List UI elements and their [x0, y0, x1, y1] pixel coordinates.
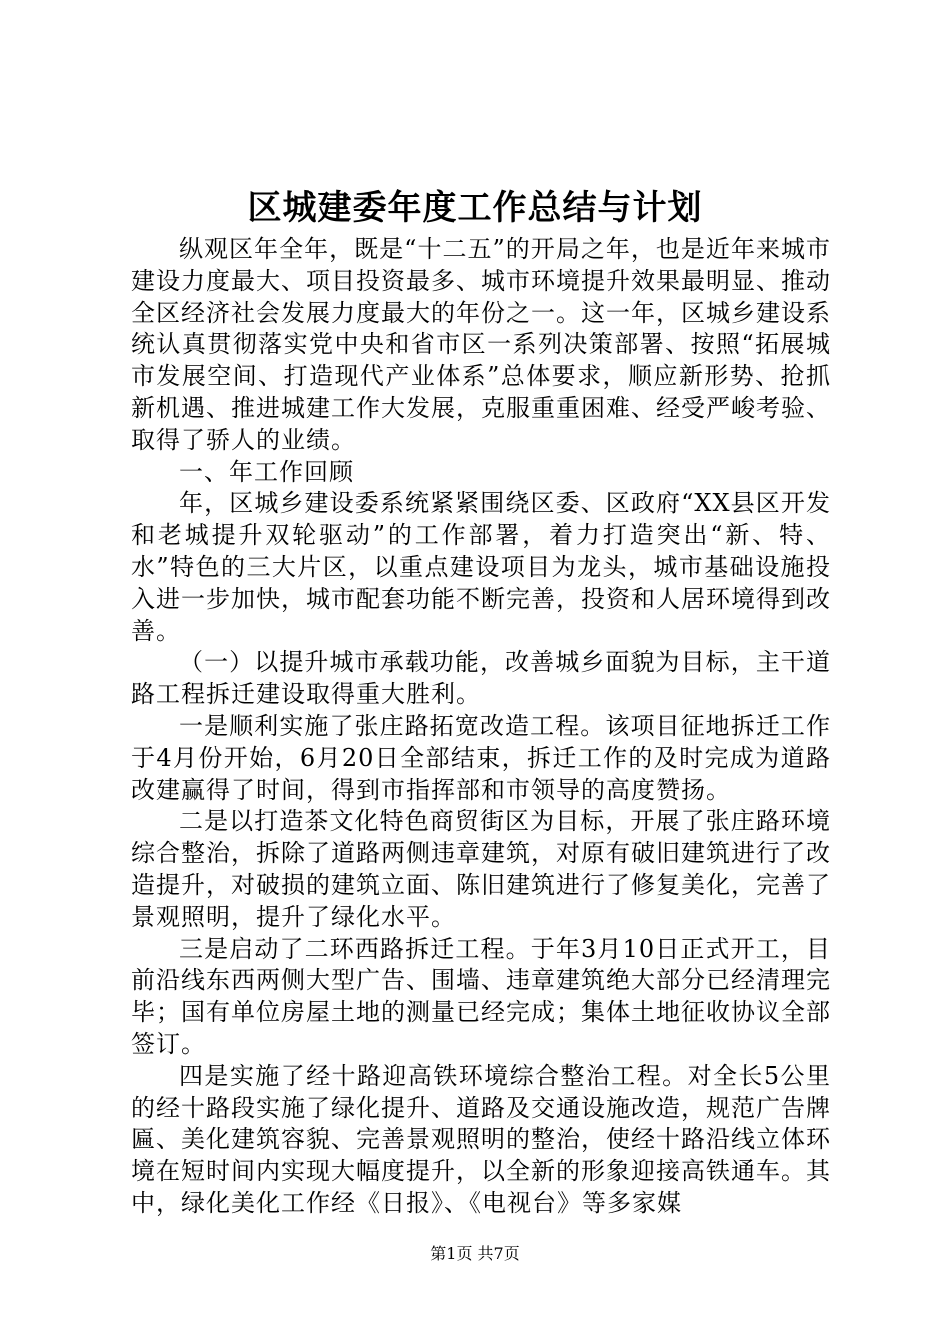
- paragraph-item-1: 一是顺利实施了张庄路拓宽改造工程。该项目征地拆迁工作于4月份开始，6月20日全部结束，拆迁工作的及时完成为道路改建赢得了时间，得到市指挥部和市领导的高度赞扬。: [131, 711, 831, 804]
- page-number-footer: 第1页 共7页: [430, 1244, 520, 1263]
- document-body: [131, 234, 831, 1220]
- paragraph-item-2: 二是以打造茶文化特色商贸街区为目标，开展了张庄路环境综合整治，拆除了道路两侧违章建筑，对原有破旧建筑进行了改造提升，对破损的建筑立面、陈旧建筑进行了修复美化，完善了景观照明，提升了绿化水平。: [131, 807, 831, 931]
- paragraph-item-4: 四是实施了经十路迎高铁环境综合整治工程。对全长5公里的经十路段实施了绿化提升、道路及交通设施改造，规范广告牌匾、美化建筑容貌、完善景观照明的整治，使经十路沿线立体环境在短时间内实现大幅度提升，以全新的形象迎接高铁通车。其中，绿化美化工作经《日报》、《电视台》等多家媒: [131, 1061, 831, 1217]
- document-title: 区城建委年度工作总结与计划: [247, 188, 703, 228]
- paragraph-intro: 纵观区年全年，既是“十二五”的开局之年，也是近年来城市建设力度最大、项目投资最多、城市环境提升效果最明显、推动全区经济社会发展力度最大的年份之一。这一年，区城乡建设系统认真贯彻落实党中央和省市区一系列决策部署、按照“拓展城市发展空间、打造现代产业体系”总体要求，顺应新形势、抢抓新机遇、推进城建工作大发展，克服重重困难、经受严峻考验、取得了骄人的业绩。: [131, 235, 831, 454]
- paragraph-item-3: 三是启动了二环西路拆迁工程。于年3月10日正式开工，目前沿线东西两侧大型广告、围墙、违章建筑绝大部分已经清理完毕；国有单位房屋土地的测量已经完成；集体土地征收协议全部签订。: [131, 934, 831, 1058]
- paragraph-overview: 年，区城乡建设委系统紧紧围绕区委、区政府“XX县区开发和老城提升双轮驱动”的工作部署，着力打造突出“新、特、水”特色的三大片区，以重点建设项目为龙头，城市基础设施投入进一步加快，城市配套功能不断完善，投资和人居环境得到改善。: [131, 489, 831, 645]
- subsection-heading-1: （一）以提升城市承载功能，改善城乡面貌为目标，主干道路工程拆迁建设取得重大胜利。: [131, 648, 831, 709]
- section-heading-review: 一、年工作回顾: [179, 457, 354, 486]
